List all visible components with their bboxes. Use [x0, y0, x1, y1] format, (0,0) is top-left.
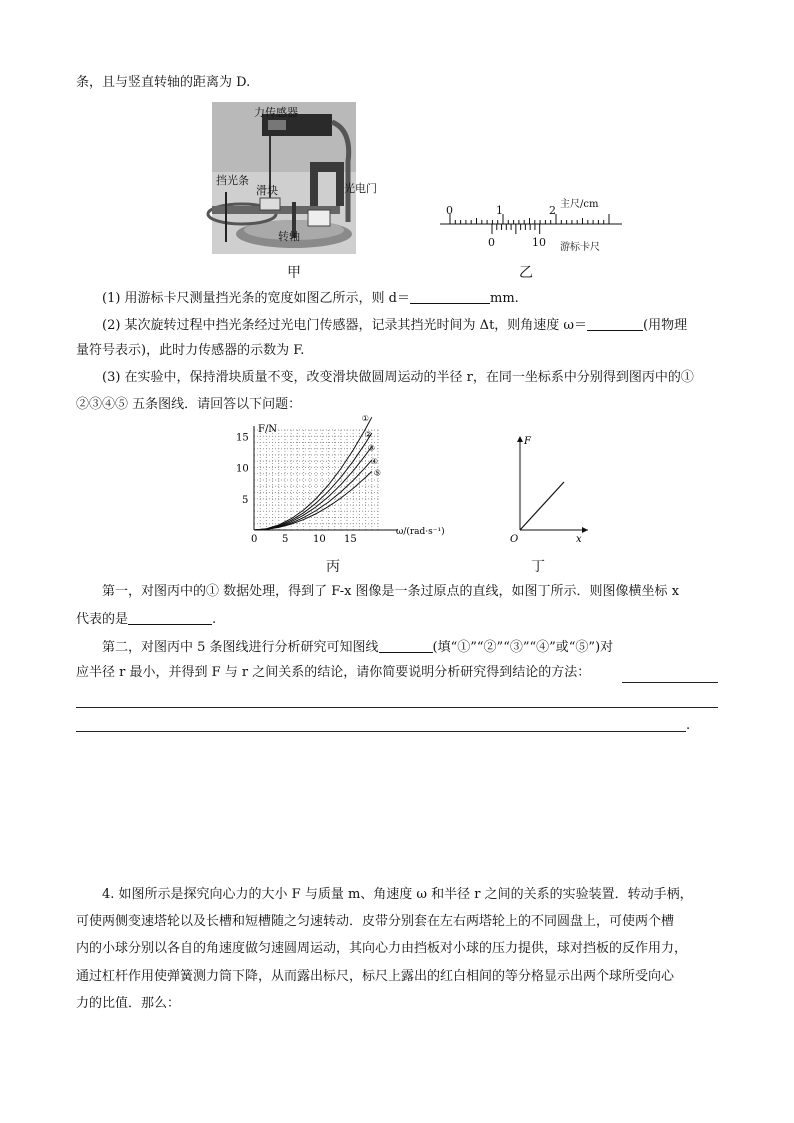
chart-ding-ylabel: F: [524, 436, 531, 447]
main-tick-2: 2: [549, 204, 556, 217]
vernier-figure: [436, 194, 626, 256]
answer-blank-omega[interactable]: [587, 316, 643, 331]
series-label-1: ①: [361, 414, 369, 424]
second-text: 第二，对图丙中 5 条图线进行分析研究可知图线: [102, 640, 379, 655]
apparatus-photo: [212, 102, 377, 254]
question-2-line2: 量符号表示)，此时力传感器的示数为 F.: [76, 343, 305, 358]
answer-line-2[interactable]: [76, 707, 718, 708]
chart-ding: [504, 430, 594, 546]
label-photogate: 光电门: [344, 182, 377, 195]
label-light-bar: 挡光条: [216, 174, 249, 187]
series-line-4: [254, 460, 372, 530]
vernier-tick-0: 0: [488, 236, 495, 249]
main-tick-1: 1: [496, 204, 503, 217]
vernier-label: 游标卡尺: [560, 242, 600, 253]
vernier-tick-10: 10: [532, 236, 546, 249]
x-tick-label: 0: [251, 534, 258, 545]
caption-jia: 甲: [287, 265, 301, 281]
answer-line-1[interactable]: [622, 682, 718, 683]
y-tick-label: 10: [236, 463, 249, 475]
question-4-line5: 力的比值．那么：: [76, 996, 181, 1011]
x-tick-label: 10: [313, 534, 326, 545]
series-label-2: ②: [364, 429, 372, 439]
first-text: 代表的是: [76, 612, 129, 627]
question-4-line4: 通过杠杆作用使弹簧测力筒下降，从而露出标尺，标尺上露出的红白相间的等分格显示出两个球所受向心: [76, 969, 675, 984]
label-slider: 滑块: [256, 184, 278, 197]
answer-end-mark: .: [686, 718, 691, 733]
chart-ding-line: [520, 482, 564, 530]
second-line2: [76, 664, 590, 682]
series-label-4: ④: [370, 457, 378, 467]
caption-yi: 乙: [519, 265, 533, 281]
first-line1: 第一，对图丙中的① 数据处理，得到了 F-x 图像是一条过原点的直线，如图丁所示．则图像横坐标 x: [102, 584, 680, 599]
intro-line: 条，且与竖直转轴的距离为 D.: [76, 75, 251, 90]
q1-unit: mm.: [490, 291, 519, 306]
chart-ding-origin: O: [510, 534, 519, 545]
series-label-3: ③: [367, 443, 375, 453]
main-tick-0: 0: [446, 204, 453, 217]
question-2-line1: [102, 316, 687, 335]
caption-ding: 丁: [531, 559, 545, 575]
second-text-after: (填“①”“②”“③”“④”或“⑤”)对: [432, 640, 614, 655]
question-3-line2: ②③④⑤ 五条图线．请回答以下问题：: [76, 397, 302, 412]
question-4-line3: 内的小球分别以各自的角速度做匀速圆周运动，其向心力由挡板对小球的压力提供，球对挡板的反作用力，: [76, 941, 688, 956]
chart-bing: [228, 414, 458, 550]
q1-text: (1) 用游标卡尺测量挡光条的宽度如图乙所示，则 d＝: [102, 291, 411, 306]
q2-text-after: (用物理: [643, 318, 688, 333]
answer-blank-x[interactable]: [128, 610, 212, 625]
x-tick-label: 15: [344, 534, 357, 545]
y-tick-label: 15: [236, 432, 249, 444]
question-4-line1: 4. 如图所示是探究向心力的大小 F 与质量 m、角速度 ω 和半径 r 之间的关系的实验装置．转动手柄，: [102, 887, 693, 902]
answer-line-3[interactable]: [76, 731, 686, 732]
question-3-line1: (3) 在实验中，保持滑块质量不变，改变滑块做圆周运动的半径 r，在同一坐标系中分别得到图丙中的①: [102, 370, 694, 385]
label-force-sensor: 力传感器: [254, 106, 298, 119]
chart-bing-xlabel: ω/(rad·s⁻¹): [396, 527, 445, 537]
chart-bing-ylabel: F/N: [258, 424, 278, 435]
q2-text: (2) 某次旋转过程中挡光条经过光电门传感器，记录其挡光时间为 Δt，则角速度 ω＝: [102, 318, 588, 333]
chart-ding-xlabel: x: [576, 534, 582, 545]
label-axis: 转轴: [278, 230, 300, 243]
question-4-line2: 可使两侧变速塔轮以及长槽和短槽随之匀速转动．皮带分别套在左右两塔轮上的不同圆盘上，可使两个槽: [76, 914, 675, 929]
first-line2: [76, 610, 216, 629]
caption-bing: 丙: [326, 559, 340, 575]
second-line1: [102, 638, 613, 657]
answer-blank-curve[interactable]: [379, 638, 433, 653]
first-end: .: [212, 612, 217, 627]
series-label-5: ⑤: [373, 468, 381, 478]
answer-blank-d[interactable]: [410, 289, 490, 304]
main-scale-label: 主尺/cm: [560, 199, 599, 210]
x-tick-label: 5: [282, 534, 289, 545]
second-question: 应半径 r 最小，并得到 F 与 r 之间关系的结论，请你简要说明分析研究得到结论的方法：: [76, 665, 591, 680]
question-1: [102, 289, 519, 308]
y-tick-label: 5: [242, 494, 249, 506]
